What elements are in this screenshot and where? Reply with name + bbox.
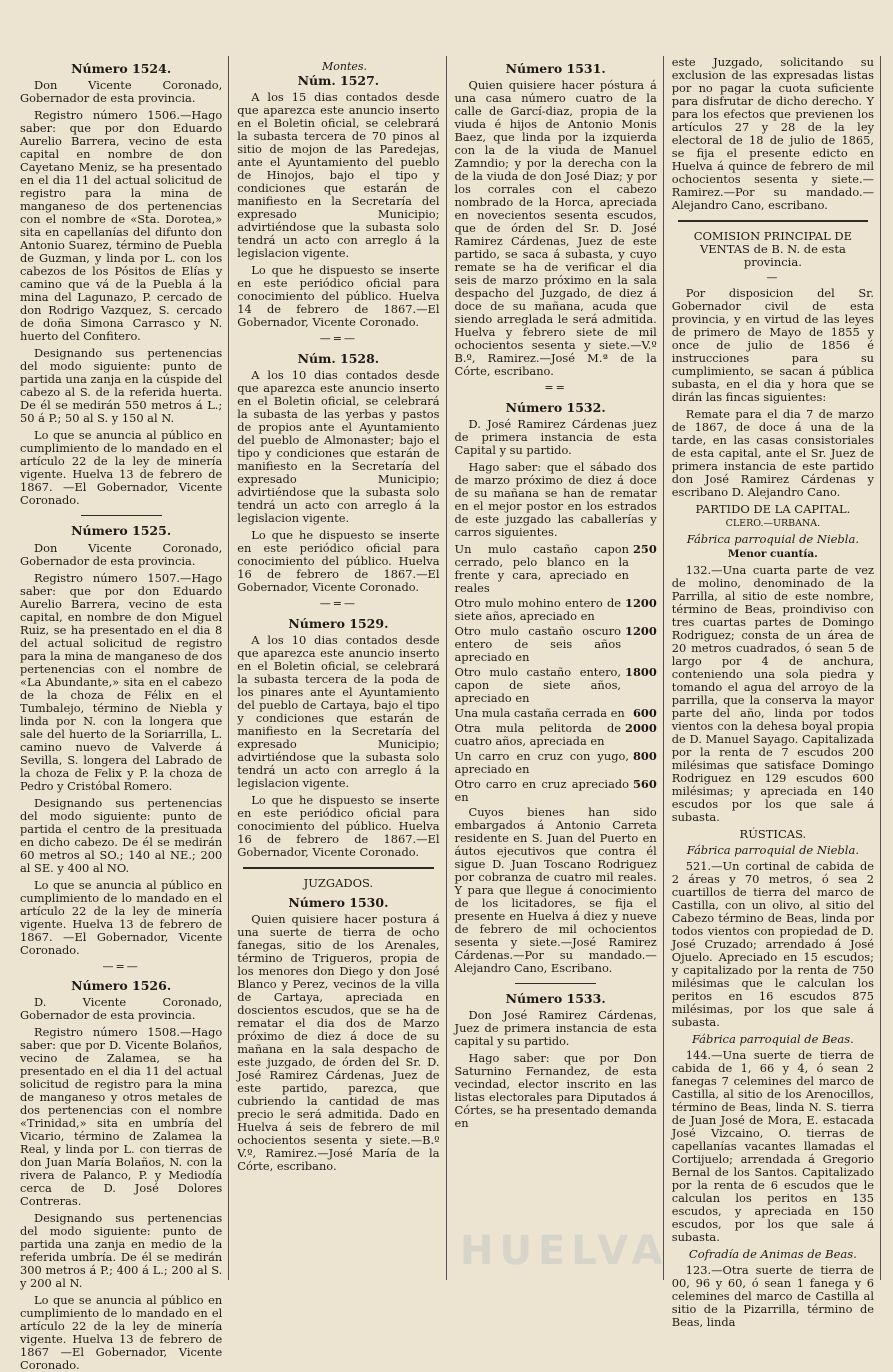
notice-paragraph: Quien quisiere hacer postura á una suerte de tierra de ocho fanegas, sitio de los Arenales, término de Trigueros, propia de los menores don Diego y don José Blanco y Perez, vecinos de la villa de Cartaya, apreciada en doscientos escudos, que se ha de rematar el dia dos de Marzo próximo de diez á doce de su mañana en la sala despacho de este juzgado, de órden del Sr. D. José Ramirez Cárdenas, Juez de este partido, parezca, que cubriendo la cantidad de mas precio le será admitida. Dado en Huelva á seis de febrero de mil ochocientos sesenta y siete.—B.º V.º, Ramirez.—José María de la Córte, escribano. — [237, 912, 440, 1174]
separator-rule — [515, 983, 596, 984]
property-listing: 521.—Un cortinal de cabida de 2 áreas y 70 metros, ó sea 2 cuartillos de tierra del marco de Castilla, con un olivo, al sitio del Cabezo término de Beas, linda por todos vientos con propiedad de D. José Cruzado; arrendado á José Ojuelo. Apreciado en 15 escudos; y capitalizado por la renta de 750 milésimas que le calculan los peritos en 16 escudos 875 milésimas, por los que sale á subasta. — [671, 859, 874, 1030]
property-listing: 132.—Una cuarta parte de vez de molino, denominado de la Parrilla, al sitio de este nombre, término de Beas, proindiviso con tres cuartas partes de Domingo Rodriguez; consta de un área de 20 metros cuadrados, ó sean 5 de largo por 4 de anchura, conteniendo una sola piedra y tomando el agua del arroyo de la parrilla, que la conserva la mayor parte del año, linda por todos vientos con la dehesa boyal propia de D. Manuel Sayago. Capitalizada por la renta de 7 escudos 200 milésimas que satisface Domingo Rodriguez en 129 escudos 600 milésimas; y apreciada en 140 escudos por los que sale á subasta. — [671, 562, 874, 824]
price-label: Otro mulo mohino entero de siete años, apreciado en — [454, 596, 622, 624]
section-heading: JUZGADOS. — [303, 875, 374, 890]
price-item — [455, 722, 657, 748]
notice-paragraph: Designando sus pertenencias del modo siguiente: punto de partida el centro de la presituada en dicho cabezo. De él se medirán 60 metros al SO.; 140 al NE.; 200 al SE. y 400 al NO. — [20, 795, 223, 875]
notice-paragraph: A los 10 dias contados desde que aparezca este anuncio inserto en el Boletin oficial, se celebrará la subasta de las yerbas y pastos de propios ante el Ayuntamiento del pueblo de Almonaster; bajo el tipo y condiciones que estarán de manifiesto en la Secretaría del expresado Municipio; advirtiéndose que la subasta solo tendrá un acto con arreglo á la legislacion vigente. — [237, 368, 440, 526]
notice-heading: Núm. 1528. — [297, 350, 380, 366]
section-heading: COMISION PRINCIPAL DE VENTAS de B. N. de esta provincia. — [693, 229, 853, 270]
price-value: 1200 — [625, 624, 657, 639]
notice-paragraph: Lo que se anuncia al público en cumplimiento de lo mandado en el artículo 22 de la ley de minería vigente. Huelva 13 de febrero de 1867. —El Gobernador, Vicente Coronado. — [20, 877, 223, 957]
price-label: Una mula castaña cerrada en — [454, 706, 625, 721]
notice-heading: Núm. 1527. — [297, 73, 380, 88]
price-value: 1200 — [625, 596, 657, 611]
price-value: 600 — [632, 706, 657, 721]
notice-heading: Número 1525. — [71, 523, 172, 539]
archive-watermark: HUELVA — [460, 1228, 669, 1274]
notice-paragraph: Registro número 1508.—Hago saber: que por D. Vicente Bolaños, vecino de Zalamea, se ha presentado en el dia 11 del actual solicitud de registro para la mina de manganeso y otros metales de dos pertenencias con el nombre «Trinidad,» sita en umbría del Vicario, término de Zalamea la Real, y linda por L. con tierras de don Juan María Bolaños, N. con la rivera de Palanco, P. y Mediodía cerca de D. José Dolores Contreras. — [20, 1025, 223, 1209]
price-label: Otro mulo castaño entero, capon de siete años, apreciado en — [454, 665, 622, 706]
column-1 — [20, 56, 229, 1372]
column-3 — [455, 56, 664, 1280]
parish-heading: Fábrica parroquial de Niebla. — [686, 531, 859, 546]
subsection-heading: Menor cuantía. — [727, 547, 818, 560]
notice-paragraph: Designando sus pertenencias del modo siguiente: punto de partida una zanja en la cúspide del cabezo al S. de la referida huerta. De él se medirán 550 metros á L.; 50 á P.; 50 al S. y 150 al N. — [20, 346, 223, 426]
price-list — [455, 543, 657, 804]
price-item — [455, 543, 657, 595]
running-head: Montes. — [322, 60, 368, 73]
notice-paragraph: Don José Ramirez Cárdenas, Juez de primera instancia de esta capital y su partido. — [454, 1008, 657, 1049]
notice-paragraph: D. José Ramirez Cárdenas juez de primera instancia de esta Capital y su partido. — [454, 417, 657, 458]
parish-heading: Fábrica parroquial de Niebla. — [686, 842, 859, 857]
property-listing: 123.—Otra suerte de tierra de 00, 96 y 60, ó sean 1 fanega y 6 celemines del marco de Castilla al sitio de la Pizarrilla, término de Beas, linda — [671, 1263, 874, 1330]
notice-heading: Número 1524. — [71, 61, 172, 76]
section-heading: PARTIDO DE LA CAPITAL. — [695, 501, 851, 516]
notice-paragraph: Lo que he dispuesto se inserte en este periódico oficial para conocimiento del público. Huelva 16 de febrero de 1867.—El Gobernador, Vicente Coronado. — [237, 792, 440, 859]
notice-paragraph: Lo que se anuncia al público en cumplimiento de lo mandado en el artículo 22 de la ley de minería vigente. Huelva 13 de febrero de 1867. —El Gobernador, Vicente Coronado. — [20, 428, 223, 508]
separator-mark: == — [544, 381, 567, 395]
notice-paragraph: D. Vicente Coronado, Gobernador de esta provincia. — [20, 995, 223, 1023]
price-item — [455, 750, 657, 776]
notice-heading: Número 1530. — [288, 894, 389, 910]
notice-paragraph: Lo que se anuncia al público en cumplimiento de lo mandado en el artículo 22 de la ley de minería vigente. Huelva 13 de febrero de 1867 —El Gobernador, Vicente Coronado. — [20, 1293, 223, 1372]
property-listing: 144.—Una suerte de tierra de cabida de 1, 66 y 4, ó sean 2 fanegas 7 celemines del marco de Castilla, al sitio de los Arenocillos, término de Beas, linda N. S. tierra de Juan José de Mora, E. estacada José Vizcaino, O. tierras de capellanías vacantes llamadas el Cortijuelo; arrendada á Gregorio Bernal de los Santos. Capitalizado por la renta de 6 escudos que le calculan los peritos en 135 escudos, y apreciada en 150 escudos, por los que sale á subasta. — [671, 1048, 874, 1245]
price-item — [455, 778, 657, 804]
notice-heading: Número 1532. — [505, 399, 606, 415]
price-value: 560 — [632, 777, 657, 792]
notice-paragraph: Cuyos bienes han sido embargados á Antonio Carreta residente en S. Juan del Puerto en áutos ejecutivos que contra él sigue D. Juan Toscano Rodriguez por cobranza de cuatro mil reales. Y para que llegue á conocimiento de los licitadores, se fija el presente en Huelva á diez y nueve de febrero de mil ochocientos sesenta y siete.—José Ramirez Cárdenas.—Por su mandado.—Alejandro Cano, Escribano. — [454, 805, 657, 976]
notice-heading: Número 1533. — [505, 991, 606, 1007]
notice-paragraph: A los 15 dias contados desde que aparezca este anuncio inserto en el Boletin oficial, se celebrará la subasta tercera de 70 pinos al sitio de mojon de las Paredejas, ante el Ayuntamiento del pueblo de Hinojos, bajo el tipo y condiciones que estarán de manifiesto en la Secretaría del expresado Municipio; advirtiéndose que la subasta solo tendrá un acto con arreglo á la legislacion vigente. — [237, 90, 440, 261]
notice-paragraph: Registro número 1507.—Hago saber: que por don Eduardo Aurelio Barrera, vecino de esta capital, en nombre de don Miguel Ruiz, se ha presentado en el dia 8 del actual solicitud de registro para la mina de manganeso de dos pertenencias con el nombre de «La Abundante,» sita en el cabezo de la choza de Félix en el Tumbalejo, término de Niebla y linda por N. con la longera que sale del huerto de la Soriarrilla, L. camino nuevo de Valverde á Sevilla, S. longera del Labrado de la choza de Felix y P. la choza de Pedro y Cristóbal Romero. — [20, 570, 223, 793]
price-value: 1800 — [625, 665, 657, 680]
price-item — [455, 707, 657, 720]
price-label: Un carro en cruz con yugo, apreciado en — [454, 749, 629, 777]
notice-paragraph: Hago saber: que el sábado dos de marzo próximo de diez á doce de su mañana se han de rematar en el mejor postor en los estrados de este juzgado las caballerías y carros siguientes. — [454, 460, 657, 540]
separator-rule — [81, 515, 162, 516]
separator-mark: —=— — [102, 959, 140, 973]
notice-paragraph: Lo que he dispuesto se inserte en este periódico oficial para conocimiento del público. Huelva 16 de febrero de 1867.—El Gobernador, Vicente Coronado. — [237, 528, 440, 595]
notice-heading: Número 1529. — [288, 615, 389, 631]
price-label: Otro carro en cruz apreciado en — [454, 777, 629, 805]
price-value: 2000 — [625, 721, 657, 736]
price-label: Otro mulo castaño oscuro entero de seis años apreciado en — [454, 624, 622, 665]
separator-mark: —=— — [319, 597, 357, 611]
parish-heading: Cofradía de Animas de Beas. — [688, 1247, 857, 1262]
notice-paragraph: Registro número 1506.—Hago saber: que por don Eduardo Aurelio Barrera, vecino de esta capital en nombre de don Cayetano Meniz, se ha presentado en el dia 11 del actual solicitud de registro para la mina de manganeso de dos pertenencias con el nombre de «Sta. Dorotea,» sita en capellanías del difunto don Antonio Suarez, término de Puebla de Guzman, y linda por L. con los cabezos de los Pósitos de Elías y camino que vá de la Puebla á la mina del Lagunazo, P. cercado de don Rodrigo Vazquez, S. cercado de doña Simona Carrasco y N. huerto del Confitero. — [20, 108, 223, 344]
notice-paragraph: Don Vicente Coronado, Gobernador de esta provincia. — [20, 540, 223, 568]
separator-mark: — — [766, 271, 780, 285]
column-4 — [671, 55, 881, 1330]
notice-paragraph: A los 10 dias contados desde que aparezca este anuncio inserto en el Boletin oficial, se celebrará la subasta tercera de la poda de los pinares ante el Ayuntamiento del pueblo de Cartaya, bajo el tipo y condiciones que estarán de manifiesto en la Secretaría del expresado Municipio; advirtiéndose que la subasta solo tendrá un acto con arreglo á la legislacion vigente. — [237, 632, 440, 790]
notice-paragraph: Quien quisiere hacer póstura á una casa número cuatro de la calle de Garcí-diaz, propia de la viuda é hijos de Antonio Monis Baez, que linda por la izquierda con la de la viuda de Manuel Zamndio; y por la derecha con la de la viuda de don José Diaz; y por los corrales con el cabezo nombrado de la Horca, apreciada en novecientos sesenta escudos, que de órden del Sr. D. José Ramirez Cárdenas, Juez de este partido, se saca á subasta, y cuyo remate se ha de verificar el dia seis de marzo próximo en la sala despacho del Juzgado, de diez á doce de su mañana, acuda que siendo arreglada le será admitida. Huelva y febrero siete de mil ochocientos sesenta y siete.—V.º B.º, Ramirez.—José M.ª de la Córte, escribano. — [454, 78, 657, 379]
notice-paragraph: Remate para el dia 7 de marzo de 1867, de doce á una de la tarde, en las casas consistoriales de esta capital, ante el Sr. Juez de primera instancia de este partido don José Ramirez Cárdenas y escribano D. Alejandro Cano. — [671, 406, 874, 499]
price-label: Un mulo castaño capon cerrado, pelo blanco en la frente y cara, apreciado en reales — [454, 542, 629, 596]
notice-heading: Número 1531. — [505, 61, 606, 76]
price-value: 250 — [632, 542, 657, 557]
section-rule — [243, 867, 433, 869]
notice-paragraph: Hago saber: que por Don Saturnino Fernandez, de esta vecindad, elector inscrito en las listas electorales para Diputados á Córtes, se ha presentado demanda en — [454, 1051, 657, 1131]
section-heading: RÚSTICAS. — [739, 826, 807, 841]
notice-paragraph: Designando sus pertenencias del modo siguiente: punto de partida una zanja en medio de la referida umbría. De él se medirán 300 metros á P.; 400 á L.; 200 al S. y 200 al N. — [20, 1211, 223, 1291]
price-item — [455, 625, 657, 664]
price-value: 800 — [632, 749, 657, 764]
section-rule — [678, 220, 868, 222]
price-item — [455, 666, 657, 705]
subsection-heading: CLERO.—URBANA. — [725, 517, 821, 529]
separator-mark: —=— — [319, 332, 357, 346]
notice-heading: Número 1526. — [71, 978, 172, 994]
notice-paragraph: Lo que he dispuesto se inserte en este periódico oficial para conocimiento del público. Huelva 14 de febrero de 1867.—El Gobernador, Vicente Coronado. — [237, 263, 440, 330]
parish-heading: Fábrica parroquial de Beas. — [691, 1032, 854, 1047]
notice-paragraph: este Juzgado, solicitando su exclusion de las expresadas listas por no pagar la cuota suficiente para disfrutar de dicho derecho. Y para los efectos que previenen los artículos 27 y 28 de la ley electoral de 18 de julio de 1865, se fija el presente edicto en Huelva á quince de febrero de mil ochocientos sesenta y siete.—Ramirez.—Por su mandado.—Alejandro Cano, escribano. — [671, 55, 874, 212]
price-label: Otra mula pelitorda de cuatro años, apreciada en — [454, 721, 622, 749]
notice-paragraph: Don Vicente Coronado, Gobernador de esta provincia. — [20, 78, 223, 106]
notice-paragraph: Por disposicion del Sr. Gobernador civil de esta provincia, y en virtud de las leyes de primero de Mayo de 1855 y once de julio de 1856 é instrucciones para su cumplimiento, se sacan á pública subasta, en el dia y hora que se dirán las fincas siguientes: — [671, 285, 874, 404]
column-2 — [237, 56, 446, 1280]
price-item — [455, 597, 657, 623]
